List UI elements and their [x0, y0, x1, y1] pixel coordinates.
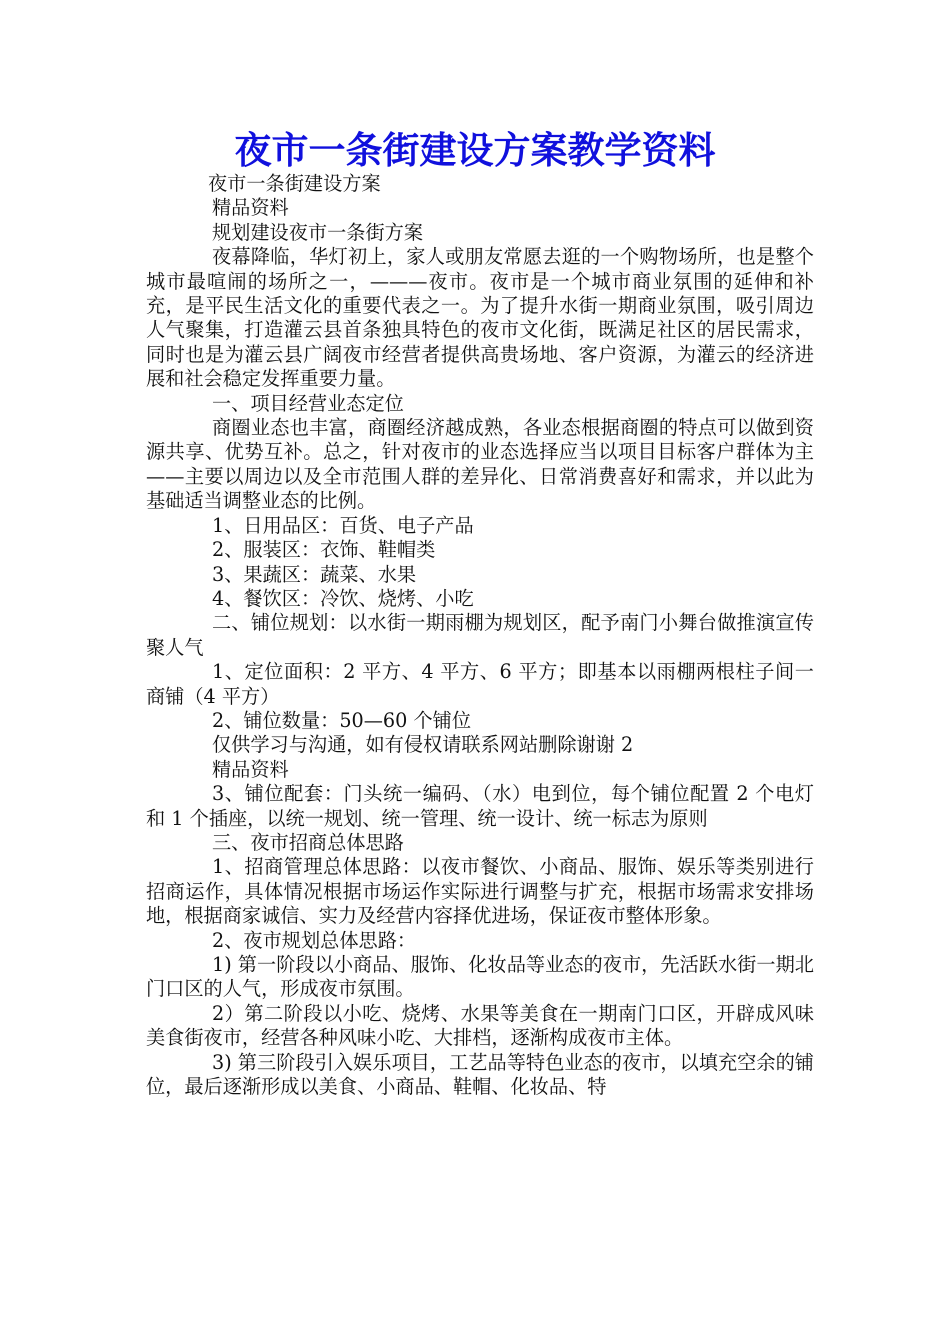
- list-item: 3、果蔬区：蔬菜、水果: [212, 562, 417, 586]
- list-item: 2、铺位数量：50—60 个铺位: [212, 708, 472, 732]
- list-item: 3) 第三阶段引入娱乐项目，工艺品等特色业态的夜市，以填充空余的铺位，最后逐渐形成以美食、小商品、鞋帽、化妆品、特: [146, 1050, 814, 1099]
- header-note: 精品资料: [212, 196, 289, 220]
- footer-note: 仅供学习与沟通，如有侵权请联系网站删除谢谢 2: [212, 733, 634, 757]
- document-body: [146, 172, 814, 1099]
- intro-paragraph: 夜幕降临，华灯初上，家人或朋友常愿去逛的一个购物场所，也是整个城市最喧闹的场所之一，———夜市。夜市是一个城市商业氛围的延伸和补充，是平民生活文化的重要代表之一。为了提升水街一期商业氛围，吸引周边人气聚集，打造灌云县首条独具特色的夜市文化街，既满足社区的居民需求，同时也是为灌云县广阔夜市经营者提供高贵场地、客户资源，为灌云的经济进展和社会稳定发挥重要力量。: [146, 245, 814, 391]
- subtitle-line: 夜市一条街建设方案: [208, 172, 381, 195]
- list-item: 2）第二阶段以小吃、烧烤、水果等美食在一期南门口区，开辟成风味美食街夜市，经营各种风味小吃、大排档，逐渐构成夜市主体。: [146, 1001, 814, 1050]
- list-item: 4、餐饮区：冷饮、烧烤、小吃: [212, 586, 474, 610]
- list-item: 1、招商管理总体思路：以夜市餐饮、小商品、服饰、娱乐等类别进行招商运作，具体情况根据市场运作实际进行调整与扩充，根据市场需求安排场地，根据商家诚信、实力及经营内容择优进场，保证夜市整体形象。: [146, 855, 814, 928]
- section-heading-1: 一、项目经营业态定位: [212, 391, 404, 415]
- header-note: 精品资料: [212, 757, 289, 781]
- document-title: 夜市一条街建设方案教学资料: [234, 129, 716, 172]
- list-item: 1、日用品区：百货、电子产品: [212, 513, 474, 537]
- plan-heading: 规划建设夜市一条街方案: [212, 220, 424, 244]
- section-1-paragraph: 商圈业态也丰富，商圈经济越成熟，各业态根据商圈的特点可以做到资源共享、优势互补。总之，针对夜市的业态选择应当以项目目标客户群体为主——主要以周边以及全市范围人群的差异化、日常消费喜好和需求，并以此为基础适当调整业态的比例。: [146, 416, 814, 513]
- list-item: 1、定位面积：2 平方、4 平方、6 平方；即基本以雨棚两根柱子间一商铺（4 平方）: [146, 660, 814, 708]
- list-item: 1) 第一阶段以小商品、服饰、化妆品等业态的夜市，先活跃水街一期北门口区的人气，形成夜市氛围。: [146, 953, 814, 1001]
- section-heading-2: 二、铺位规划：以水街一期雨棚为规划区，配予南门小舞台做推演宣传聚人气: [146, 611, 814, 659]
- section-heading-3: 三、夜市招商总体思路: [212, 830, 404, 854]
- list-item: 3、铺位配套：门头统一编码、（水）电到位，每个铺位配置 2 个电灯和 1 个插座，以统一规划、统一管理、统一设计、统一标志为原则: [146, 782, 814, 830]
- list-item: 2、服装区：衣饰、鞋帽类: [212, 538, 436, 562]
- list-item: 2、夜市规划总体思路：: [212, 928, 417, 952]
